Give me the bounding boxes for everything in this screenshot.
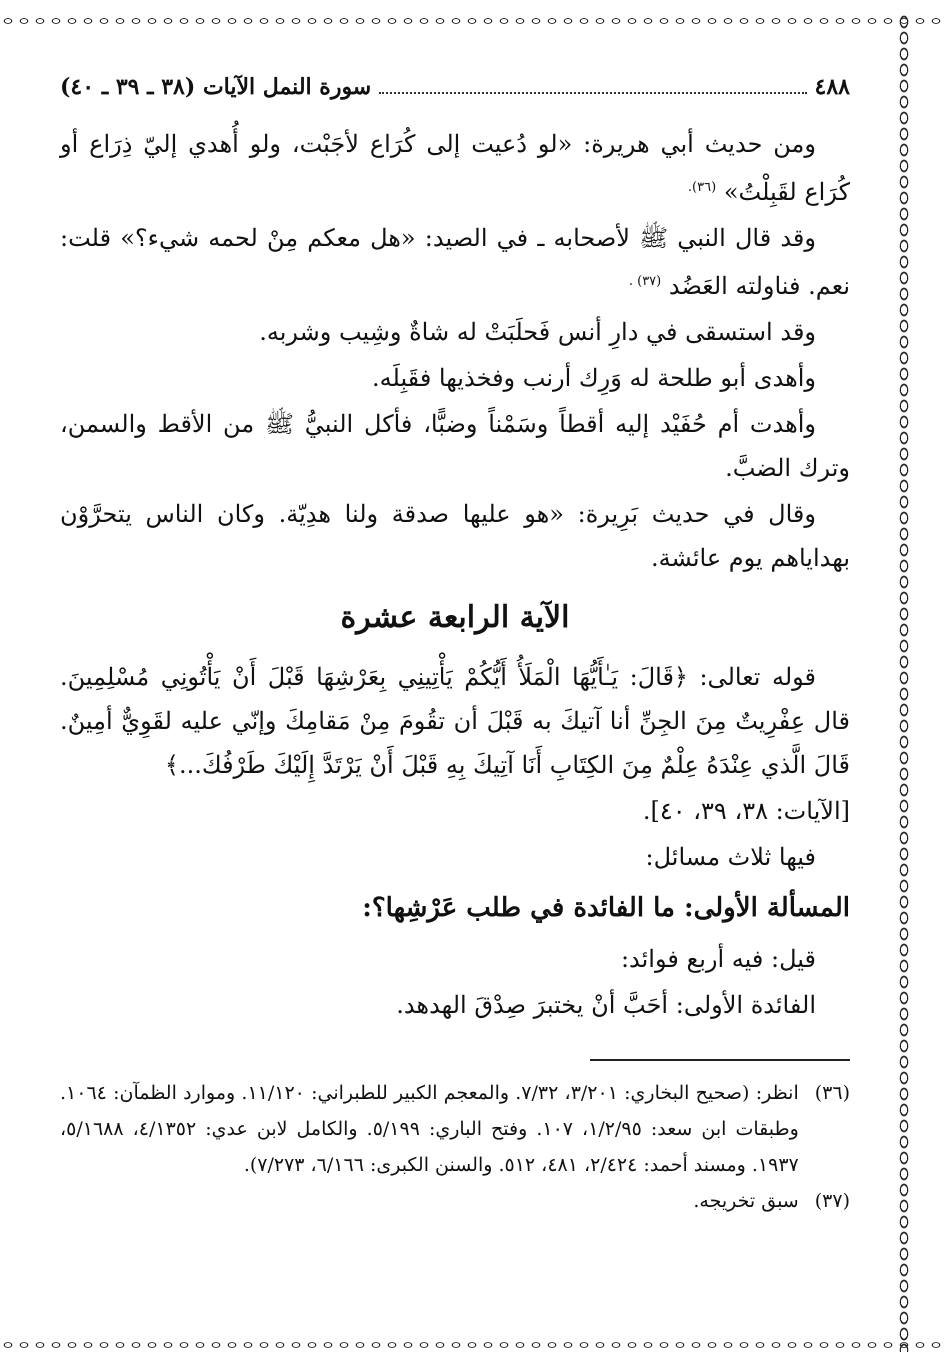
footnote-36	[60, 1075, 850, 1183]
decorative-border-right	[897, 14, 911, 1352]
leader-dots	[379, 70, 806, 94]
page-body	[60, 70, 850, 1219]
footnote-number: (٣٦)	[814, 1082, 850, 1104]
footnote-number: (٣٧)	[814, 1190, 850, 1212]
decorative-border-top	[0, 14, 946, 28]
section-title: الآية الرابعة عشرة	[340, 600, 570, 635]
verse-reference: [الآيات: ٣٨، ٣٩، ٤٠].	[642, 797, 850, 825]
decorative-border-bottom	[0, 1338, 946, 1352]
page-number: ٤٨٨	[814, 74, 850, 100]
footnote-37	[60, 1183, 850, 1219]
footnote-text: انظر: (صحيح البخاري: ٣/٢٠١، ٧/٣٢. والمعجم الكبير للطبراني: ١١/١٢٠. وموارد الظمآن: ١٠٦٤. وطبقات ابن سعد: ١/٢/٩٥، ١٠٧. وفتح الباري: ٥/١٩٩. والكامل لابن عدي: ٤/١٣٥٢، ٥/١٦٨٨، ١٩٣٧. ومسند أحمد: ٢/٤٢٤، ٤٨١، ٥١٢. والسنن الكبرى: ٦/١٦٦، ٧/٢٧٣).	[60, 1082, 799, 1176]
quran-verse: قوله تعالى: ﴿قَالَ: يَـٰأَيُّهَا الْمَلَأُ أَيُّكُمْ يَأْتِينِي بِعَرْشِهَا قَبْلَ أَنْ يَأْتُونِي مُسْلِمِينَ. قال عِفْرِيتٌ مِنَ الجِنِّ أنا آتيكَ به قَبْلَ أن تقُومَ مِنْ مَقامِكَ وإنّي عليه لقَوِيٌّ أمِينٌ. قَالَ الَّذي عِنْدَهُ عِلْمٌ مِنَ الكِتَابِ أَنَا آتِيكَ بِهِ قَبْلَ أَنْ يَرْتَدَّ إِلَيْكَ طَرْفُكَ...﴾	[60, 663, 850, 779]
issue-line-1: قيل: فيه أربع فوائد:	[620, 945, 816, 973]
footnote-ref-37[interactable]: (٣٧) .	[628, 274, 662, 289]
running-title: سورة النمل الآيات (٣٨ ـ ٣٩ ـ ٤٠)	[60, 74, 372, 100]
paragraph-1: ومن حديث أبي هريرة: «لو دُعيت إلى كُرَاع لأجَبْت، ولو أُهدي إليّ ذِرَاع أو كُرَاع لقَبِلْتُ» $^{(٣٦).}$	[60, 130, 850, 206]
paragraph-6: وقال في حديث بَرِيرة: «هو عليها صدقة ولنا هدِيّة. وكان الناس يتحرَّوْن بهداياهم يوم عائشة.	[60, 500, 850, 572]
paragraph-4: وأهدى أبو طلحة له وَرِك أرنب وفخذيها فقَبِلَه.	[372, 364, 816, 392]
footnote-ref-36[interactable]: (٣٦).	[687, 180, 717, 195]
issue-line-2: الفائدة الأولى: أحَبَّ أنْ يختبرَ صِدْقَ الهدهد.	[396, 991, 816, 1019]
issue-heading: المسألة الأولى: ما الفائدة في طلب عَرْشِها؟:	[362, 893, 850, 923]
paragraph-2: وقد قال النبي ﷺ لأصحابه ـ في الصيد: «هل معكم مِنْ لحمه شيء؟» قلت: نعم. فناولته العَضُد $^{(٣٧) .}$	[60, 224, 850, 300]
footnote-text: سبق تخريجه.	[693, 1190, 799, 1212]
running-head	[60, 70, 850, 104]
paragraph-5: وأهدت أم حُفَيْد إليه أقطاً وسَمْناً وضبًّا، فأكل النبيُّ ﷺ من الأقط والسمن، وترك الضبَّ.	[60, 410, 850, 482]
footnote-separator	[590, 1059, 850, 1061]
paragraph-3: وقد استسقى في دارِ أنس فَحلَبَتْ له شاةٌ وشِيب وشربه.	[259, 318, 816, 346]
intro-line: فيها ثلاث مسائل:	[645, 843, 816, 871]
